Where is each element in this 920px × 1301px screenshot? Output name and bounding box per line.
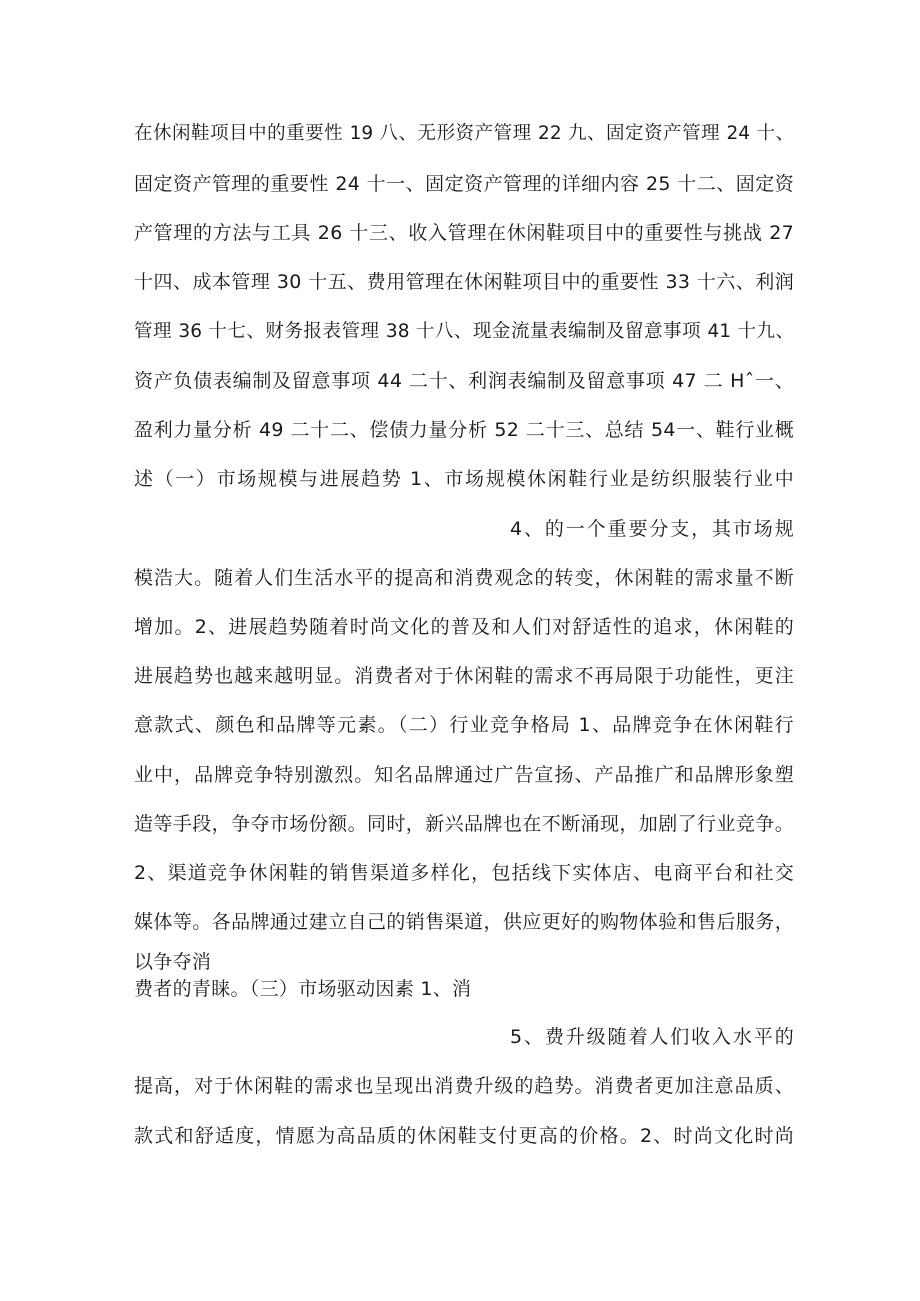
text-line: 款式和舒适度，情愿为高品质的休闲鞋支付更高的价格。2、时尚文化时尚 <box>134 1125 794 1147</box>
text-line: 模浩大。随着人们生活水平的提高和消费观念的转变，休闲鞋的需求量不断 <box>134 567 794 589</box>
text-line: 在休闲鞋项目中的重要性 19 八、无形资产管理 22 九、固定资产管理 24 十、 <box>134 123 794 144</box>
text-line: 十四、成本管理 30 十五、费用管理在休闲鞋项目中的重要性 33 十六、利润 <box>134 271 794 293</box>
text-line: 进展趋势也越来越明显。消费者对于休闲鞋的需求不再局限于功能性，更注 <box>134 665 794 687</box>
text-line: 意款式、颜色和品牌等元素。（二）行业竞争格局 1、品牌竞争在休闲鞋行 <box>134 714 794 736</box>
text-line: 增加。2、进展趋势随着时尚文化的普及和人们对舒适性的追求，休闲鞋的 <box>134 616 794 638</box>
text-line: 固定资产管理的重要性 24 十一、固定资产管理的详细内容 25 十二、固定资 <box>134 173 794 195</box>
text-line: 媒体等。各品牌通过建立自己的销售渠道，供应更好的购物体验和售后服务， <box>134 911 794 933</box>
text-line: 资产负债表编制及留意事项 44 二十、利润表编制及留意事项 47 二 Hˆ一、 <box>134 370 794 392</box>
text-line: 盈利力量分析 49 二十二、偿债力量分析 52 二十三、总结 54一、鞋行业概 <box>134 419 794 441</box>
text-line: 产管理的方法与工具 26 十三、收入管理在休闲鞋项目中的重要性与挑战 27 <box>134 222 794 244</box>
text-line: 费者的青睐。（三）市场驱动因素 1、消 <box>134 978 472 1000</box>
text-line: 5、费升级随着人们收入水平的 <box>510 1026 794 1048</box>
text-line: 2、渠道竞争休闲鞋的销售渠道多样化，包括线下实体店、电商平台和社交 <box>134 862 794 884</box>
text-line: 造等手段，争夺市场份额。同时，新兴品牌也在不断涌现，加剧了行业竞争。 <box>134 813 794 835</box>
text-line: 以争夺消 <box>134 951 212 973</box>
text-line: 述（一）市场规模与进展趋势 1、市场规模休闲鞋行业是纺织服装行业中 <box>134 468 794 490</box>
text-line: 提高，对于休闲鞋的需求也呈现出消费升级的趋势。消费者更加注意品质、 <box>134 1075 794 1097</box>
text-line: 业中，品牌竞争特别激烈。知名品牌通过广告宣扬、产品推广和品牌形象塑 <box>134 764 794 786</box>
text-line: 管理 36 十七、财务报表管理 38 十八、现金流量表编制及留意事项 41 十九、 <box>134 321 794 342</box>
text-line: 4、的一个重要分支，其市场规 <box>510 518 794 540</box>
